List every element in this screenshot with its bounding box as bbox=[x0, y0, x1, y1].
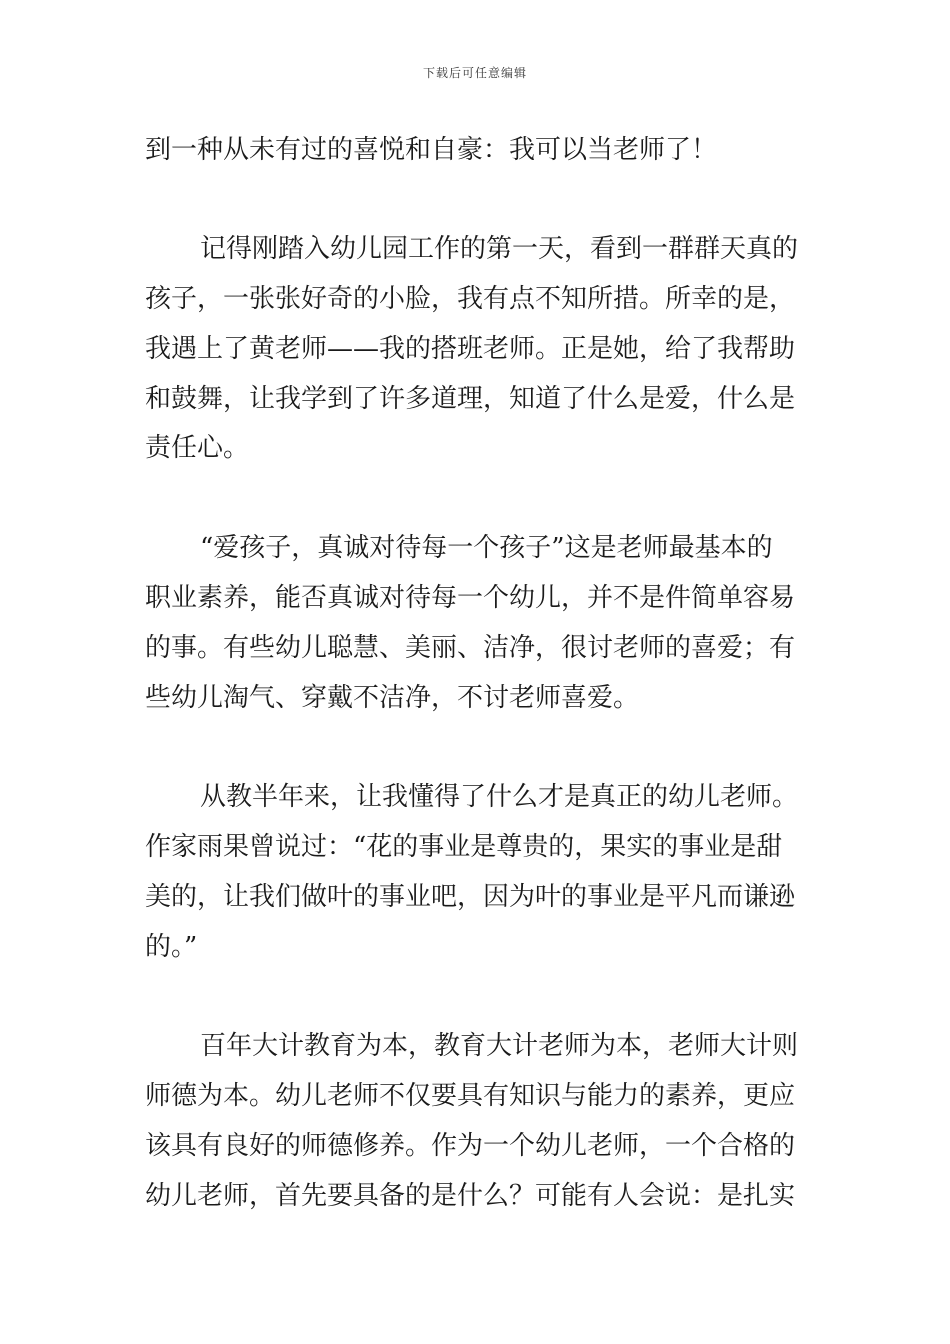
paragraph-line: 的事。有些幼儿聪慧、美丽、洁净，很讨老师的喜爱；有 bbox=[145, 633, 796, 663]
paragraph-line: 幼儿老师，首先要具备的是什么？可能有人会说：是扎实 bbox=[145, 1181, 796, 1211]
paragraph-line: 作家雨果曾说过：“花的事业是尊贵的，果实的事业是甜 bbox=[145, 832, 783, 862]
paragraph-line: 孩子，一张张好奇的小脸，我有点不知所措。所幸的是， bbox=[145, 284, 796, 314]
paragraph-line: 职业素养，能否真诚对待每一个幼儿，并不是件简单容易 bbox=[145, 583, 796, 613]
paragraph-line: 师德为本。幼儿老师不仅要具有知识与能力的素养，更应 bbox=[145, 1081, 796, 1111]
paragraph-line: 责任心。 bbox=[145, 433, 250, 463]
paragraph-line: 百年大计教育为本，教育大计老师为本，老师大计则 bbox=[200, 1031, 799, 1061]
paragraph-line: 该具有良好的师德修养。作为一个幼儿老师，一个合格的 bbox=[145, 1131, 796, 1161]
paragraph-line: 美的，让我们做叶的事业吧，因为叶的事业是平凡而谦逊 bbox=[145, 882, 796, 912]
paragraph-line: “爱孩子，真诚对待每一个孩子”这是老师最基本的 bbox=[200, 533, 773, 563]
paragraph-line: 记得刚踏入幼儿园工作的第一天，看到一群群天真的 bbox=[200, 234, 799, 264]
header-note: 下载后可任意编辑 bbox=[422, 66, 527, 80]
paragraph-line: 到一种从未有过的喜悦和自豪：我可以当老师了！ bbox=[145, 135, 718, 165]
paragraph-line: 的。” bbox=[145, 932, 198, 962]
paragraph-line: 些幼儿淘气、穿戴不洁净，不讨老师喜爱。 bbox=[145, 683, 640, 713]
paragraph-line: 从教半年来，让我懂得了什么才是真正的幼儿老师。 bbox=[200, 782, 799, 812]
paragraph-line: 和鼓舞，让我学到了许多道理，知道了什么是爱，什么是 bbox=[145, 384, 796, 414]
paragraph-line: 我遇上了黄老师——我的搭班老师。正是她，给了我帮助 bbox=[145, 334, 796, 364]
